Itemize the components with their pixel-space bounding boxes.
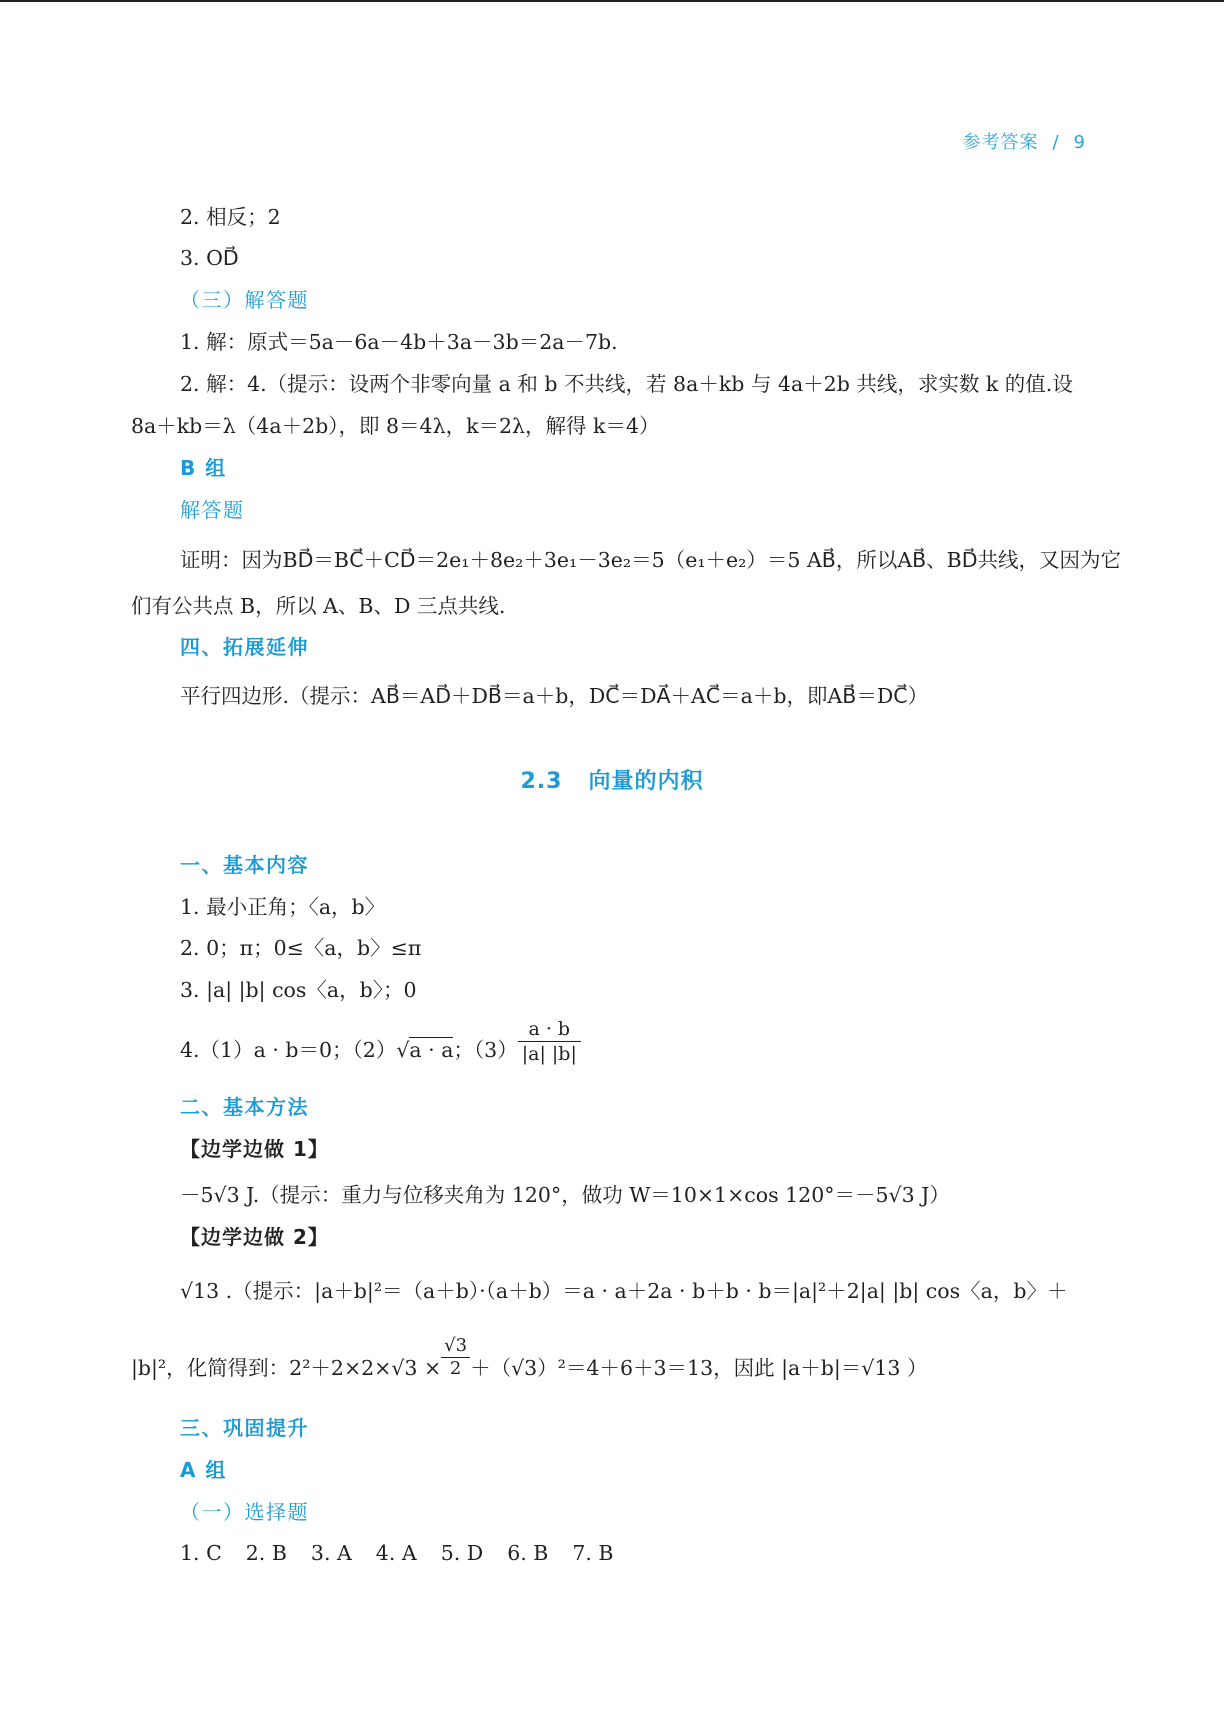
page-number: 9	[1073, 132, 1086, 153]
proof-line: 们有公共点 B，所以 A、B、D 三点共线.	[131, 594, 506, 618]
item4-prefix: 4.（1）a · b＝0；（2）	[180, 1038, 397, 1062]
item4-mid: ；（3）	[453, 1038, 518, 1062]
item4-sqrt: a · a	[409, 1038, 454, 1062]
practice-fraction	[441, 1335, 470, 1380]
section-number: 2.3	[520, 769, 563, 794]
group-heading: B 组	[180, 456, 227, 480]
top-rule	[0, 0, 1224, 2]
choice-answer: 3. A	[310, 1541, 352, 1565]
fraction-numerator: a · b	[518, 1017, 581, 1042]
fraction	[518, 1017, 581, 1066]
subsection-heading: 解答题	[180, 498, 245, 522]
choice-answer: 4. A	[375, 1541, 417, 1565]
practice-2c: ＋（√3）²＝4＋6＋3＝13，因此 |a＋b|＝√13 ）	[470, 1356, 928, 1380]
group-heading: A 组	[180, 1458, 227, 1482]
header-separator: /	[1052, 132, 1060, 153]
section-heading: 二、基本方法	[180, 1095, 309, 1119]
answer-line: 2. 相反；2	[180, 205, 281, 229]
practice-fraction-numerator: √3	[441, 1335, 470, 1358]
answer-line: 3. OD⃗	[180, 246, 239, 270]
choice-answer: 6. B	[507, 1541, 549, 1565]
section-name: 向量的内积	[588, 769, 704, 794]
practice-fraction-denominator: 2	[449, 1358, 462, 1379]
practice-line	[131, 1335, 928, 1386]
practice-2b: |b|²，化简得到：2²＋2×2×√3 ×	[131, 1356, 442, 1380]
header-label: 参考答案	[962, 132, 1039, 153]
choice-answer: 7. B	[572, 1541, 614, 1565]
section-heading: 四、拓展延伸	[180, 635, 309, 659]
practice-line: √13 .（提示：|a＋b|²＝（a＋b）·（a＋b）＝a · a＋2a · b＋b · b＝|a|²＋2|a| |b| cos〈a，b〉＋	[180, 1279, 1068, 1303]
section-heading: 一、基本内容	[180, 853, 309, 877]
extension-line: 平行四边形.（提示：AB⃗＝AD⃗＋DB⃗＝a＋b，DC⃗＝DA⃗＋AC⃗＝a＋b，即AB⃗＝DC⃗）	[180, 684, 929, 708]
section-title	[0, 764, 1224, 795]
basic-item-4	[180, 1018, 581, 1068]
fraction-denominator: |a| |b|	[521, 1043, 577, 1065]
choice-answer: 5. D	[440, 1541, 484, 1565]
practice-line: －5√3 J.（提示：重力与位移夹角为 120°，做功 W＝10×1×cos 120°＝－5√3 J）	[180, 1183, 950, 1207]
practice-heading: 【边学边做 1】	[180, 1137, 329, 1161]
subsection-heading: （一）选择题	[180, 1500, 309, 1524]
choice-answer: 1. C	[180, 1541, 222, 1565]
solution-line: 2. 解：4.（提示：设两个非零向量 a 和 b 不共线，若 8a＋kb 与 4a＋2b 共线，求实数 k 的值.设	[180, 372, 1073, 396]
solution-line: 8a＋kb＝λ（4a＋2b），即 8＝4λ，k＝2λ，解得 k＝4）	[131, 414, 660, 438]
choice-answer: 2. B	[245, 1541, 287, 1565]
subsection-heading: （三）解答题	[180, 288, 309, 312]
basic-item: 2. 0；π；0≤〈a，b〉≤π	[180, 936, 422, 960]
practice-heading: 【边学边做 2】	[180, 1225, 329, 1249]
sqrt-sign: √	[396, 1038, 410, 1062]
solution-line: 1. 解：原式＝5a－6a－4b＋3a－3b＝2a－7b.	[180, 330, 618, 354]
proof-line: 证明：因为BD⃗＝BC⃗＋CD⃗＝2e₁＋8e₂＋3e₁－3e₂＝5（e₁＋e₂）＝5 AB⃗，所以AB⃗、BD⃗共线，又因为它	[180, 548, 1122, 572]
basic-item: 1. 最小正角；〈a，b〉	[180, 895, 386, 919]
section-heading: 三、巩固提升	[180, 1416, 309, 1440]
running-header	[962, 128, 1086, 154]
basic-item: 3. |a| |b| cos〈a，b〉；0	[180, 978, 417, 1002]
choice-answers	[180, 1538, 637, 1568]
